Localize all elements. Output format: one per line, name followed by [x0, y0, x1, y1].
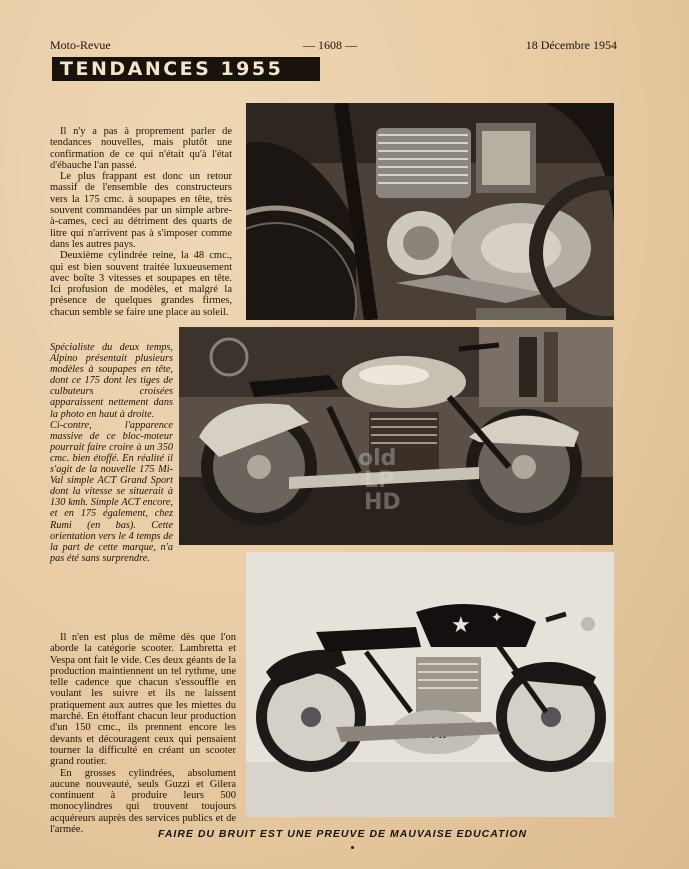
- header-date: 18 Décembre 1954: [525, 38, 617, 52]
- paragraph: Deuxième cylindrée reine, la 48 cmc., qui est bien souvent traitée luxueusement avec boîte 3 vitesses et soupapes en tête. Ici profusion de modèles, et malgré la présence de quelques grandes firmes, chacun semble se faire une place au soleil.: [50, 250, 232, 318]
- watermark-logo: old LP HD: [358, 446, 401, 515]
- header-magazine-name: Moto-Revue: [50, 38, 111, 52]
- scooter-section-text: [50, 632, 236, 835]
- svg-text:✦: ✦: [491, 610, 503, 626]
- footer-dot: [351, 846, 354, 849]
- article-intro-text: [50, 126, 232, 318]
- article-title: TENDANCES 1955: [52, 57, 320, 81]
- photo-caption-text: [50, 342, 173, 564]
- photo-rumi-motorcycle: [246, 552, 614, 817]
- caption-paragraph: Spécialiste du deux temps, Alpino présentait plusieurs modèles à soupapes en tête, dont ce 175 dont les tiges de culbuteurs croisées apparaissent nettement dans la photo en haut à droite.: [50, 342, 173, 420]
- paragraph: En grosses cylindrées, absolument aucune nouveauté, seuls Guzzi et Gilera continuent à produire leurs 500 monocylindres qui trouvent toujours acquéreurs auprès des services publics et de l'armée.: [50, 767, 236, 836]
- header-page-number: — 1608 —: [303, 38, 357, 52]
- paragraph: Le plus frappant est donc un retour massif de l'ensemble des constructeurs vers la 175 cmc. à soupapes en tête, très souvent commandées par un simple arbre-à-cames, ceci au détriment des quarts de litre qui n'arrivent pas à s'imposer comme dans les autres pays.: [50, 171, 232, 250]
- svg-text:★: ★: [451, 613, 471, 638]
- paragraph: Il n'en est plus de même dès que l'on aborde la catégorie scooter. Lambretta et Vespa ont fait le vide. Ces deux géants de la production maintiennent un tel rythme, une telle cadence que chacun s'essouffle en voulant les suivre et ils ne laissent pratiquement aux autres que les miettes du marché. En étoffant chacun leur production d'un 150 cmc., ils prennent encore les devants et découragent ceux qui pensaient tourner la difficulté en créant un scooter grand routier.: [50, 632, 236, 768]
- caption-paragraph: Ci-contre, l'apparence massive de ce bloc-moteur pourrait faire croire à un 350 cmc. bien étoffé. En réalité il s'agit de la nouvelle 175 Mi-Val simple ACT Grand Sport dont la vitesse se situerait à 130 kmh. Simple ACT encore, et en 175 également, chez Rumi (en bas). Cette orientation vers le 4 temps de la part de cette marque, n'a pas été sans surprendre.: [50, 419, 173, 564]
- paragraph: Il n'y a pas à proprement parler de tendances nouvelles, mais plutôt une confirmation de ce qui n'était qu'à l'état d'ébauche l'an passé.: [50, 126, 232, 171]
- footer-slogan: FAIRE DU BRUIT EST UNE PREUVE DE MAUVAISE EDUCATION: [158, 828, 528, 840]
- photo-engine-closeup: [246, 103, 614, 320]
